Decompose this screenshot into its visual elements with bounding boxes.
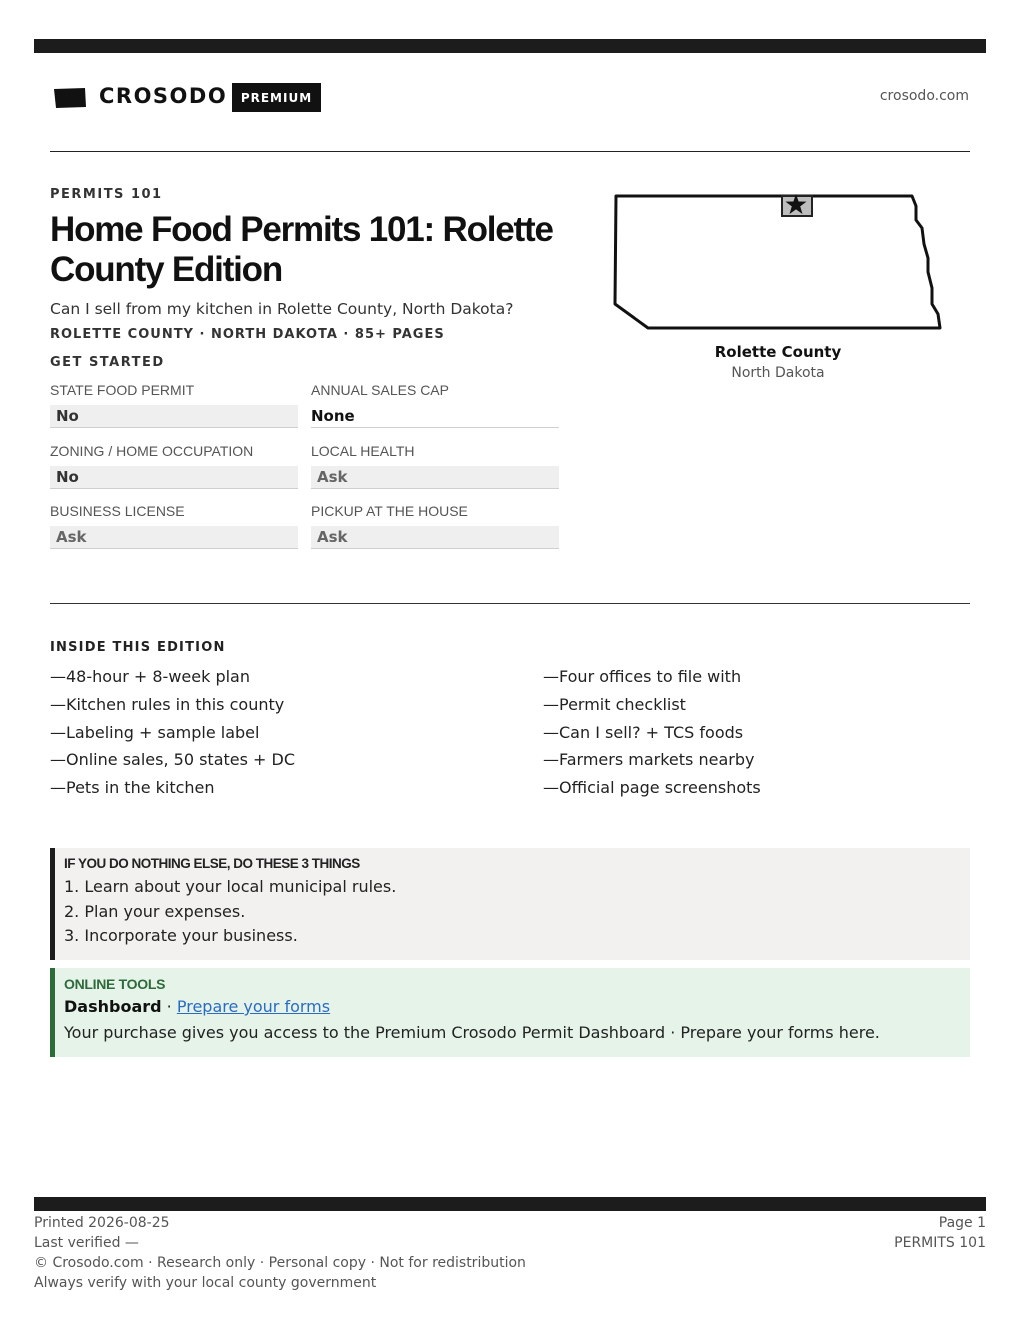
list-item: —Farmers markets nearby (543, 750, 755, 770)
get-started-heading: GET STARTED (50, 355, 165, 370)
copyright: © Crosodo.com · Research only · Personal copy · Not for redistribution (34, 1255, 526, 1271)
list-item: —Online sales, 50 states + DC (50, 750, 296, 770)
disclaimer: Always verify with your local county government (34, 1275, 377, 1291)
page-number: Page 1 (938, 1215, 986, 1231)
dashboard-label: Dashboard (64, 997, 162, 1016)
section-divider (50, 603, 970, 604)
field-label: STATE FOOD PERMIT (50, 382, 195, 398)
inside-list-right (543, 666, 761, 805)
list-item: —48-hour + 8-week plan (50, 667, 250, 686)
list-item: —Can I sell? + TCS foods (543, 722, 744, 742)
field-label: LOCAL HEALTH (311, 443, 415, 459)
brand-name[interactable]: CROSODO (99, 84, 228, 108)
field-value: No (50, 466, 298, 489)
field-annual-sales-cap (311, 382, 559, 428)
field-label: ZONING / HOME OCCUPATION (50, 443, 254, 459)
tools-links (64, 997, 970, 1016)
list-item: —Pets in the kitchen (50, 778, 215, 798)
map-state-name: North Dakota (731, 365, 825, 381)
state-logo-icon (53, 87, 87, 109)
field-value: No (50, 405, 298, 428)
field-state-food-permit (50, 382, 298, 428)
state-outline-map (612, 192, 944, 332)
footer-right (894, 1213, 986, 1253)
premium-badge: PREMIUM (232, 83, 321, 112)
header-divider (50, 151, 970, 152)
field-value: Ask (311, 526, 559, 549)
list-item: —Kitchen rules in this county (50, 694, 285, 714)
three-things-callout (50, 848, 970, 960)
printed-date: Printed 2026-08-25 (34, 1215, 170, 1231)
field-local-health (311, 443, 559, 489)
field-value: None (311, 405, 559, 428)
top-bar (34, 39, 986, 53)
field-business-license (50, 503, 298, 549)
list-item: —Four offices to file with (543, 667, 742, 686)
callout-item: 1. Learn about your local municipal rules. (64, 877, 397, 896)
list-item: —Permit checklist (543, 694, 686, 714)
page-subtitle: Can I sell from my kitchen in Rolette County, North Dakota? (50, 300, 514, 318)
section-kicker: PERMITS 101 (50, 187, 163, 202)
edition-meta: ROLETTE COUNTY · NORTH DAKOTA · 85+ PAGES (50, 327, 445, 342)
site-url[interactable]: crosodo.com (879, 88, 969, 104)
online-tools-callout (50, 968, 970, 1057)
field-value: Ask (50, 526, 298, 549)
footer-left (34, 1213, 526, 1293)
field-value: Ask (311, 466, 559, 489)
footer-bar (34, 1197, 986, 1211)
separator: · (161, 997, 177, 1016)
field-label: PICKUP AT THE HOUSE (311, 503, 468, 519)
callout-item: 2. Plan your expenses. (64, 901, 246, 921)
prepare-forms-link[interactable]: Prepare your forms (176, 997, 331, 1016)
inside-edition-heading: INSIDE THIS EDITION (50, 640, 226, 655)
map-county-name: Rolette County (714, 343, 842, 361)
last-verified: Last verified — (34, 1235, 139, 1251)
page-title: Home Food Permits 101: Rolette County Edition (50, 210, 553, 289)
field-label: BUSINESS LICENSE (50, 503, 185, 519)
north-dakota-outline (615, 196, 940, 328)
list-item: —Labeling + sample label (50, 722, 260, 742)
callout-item: 3. Incorporate your business. (64, 926, 298, 945)
field-label: ANNUAL SALES CAP (311, 382, 449, 398)
tools-title: ONLINE TOOLS (64, 976, 166, 992)
tools-description: Your purchase gives you access to the Premium Crosodo Permit Dashboard · Prepare your forms here. (64, 1023, 880, 1042)
field-pickup (311, 503, 559, 549)
footer-section: PERMITS 101 (894, 1235, 986, 1251)
callout-title: IF YOU DO NOTHING ELSE, DO THESE 3 THINGS (64, 856, 360, 871)
inside-list-left (50, 666, 295, 805)
field-zoning (50, 443, 298, 489)
list-item: —Official page screenshots (543, 778, 761, 798)
